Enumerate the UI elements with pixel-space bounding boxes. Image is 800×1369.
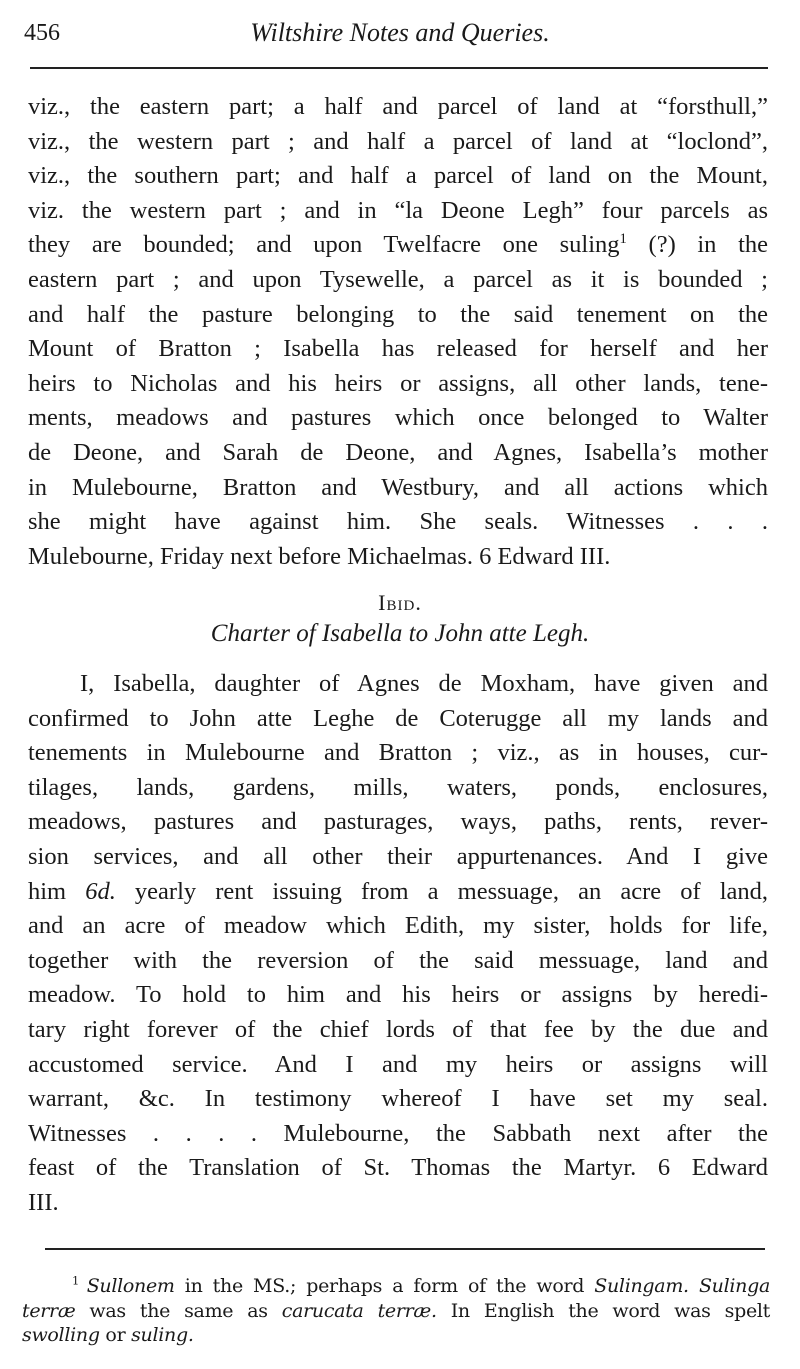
text-line (28, 1082, 768, 1117)
text-segment: and half the pasture belonging to the said tenement on the (28, 300, 768, 328)
footnote-marker: 1 (72, 1273, 87, 1288)
text-line (28, 1151, 768, 1186)
text-line (28, 471, 768, 506)
text-segment: de Deone, and Sarah de Deone, and Agnes, Isabella’s mother (28, 438, 768, 466)
text-segment: yearly rent issuing from a messuage, an acre of land, (115, 877, 768, 905)
paragraph-continued (28, 90, 768, 574)
text-line (28, 805, 768, 840)
text-line (22, 1274, 770, 1299)
header-rule (30, 67, 768, 69)
running-title: Wiltshire Notes and Queries. (250, 18, 550, 47)
text-segment: heirs to Nicholas and his heirs or assigns, all other lands, tene- (28, 369, 768, 397)
text-segment: tilages, lands, gardens, mills, waters, ponds, enclosures, (28, 773, 768, 801)
text-line (28, 298, 768, 333)
text-line (28, 771, 768, 806)
text-line (28, 332, 768, 367)
footnote (22, 1274, 770, 1348)
text-line (28, 401, 768, 436)
text-line (28, 1013, 768, 1048)
text-segment: meadow. To hold to him and his heirs or assigns by heredi- (28, 981, 768, 1009)
text-line (28, 702, 768, 737)
text-line (28, 540, 768, 575)
text-line (28, 125, 768, 160)
text-segment: terræ (22, 1299, 76, 1322)
text-line (28, 667, 768, 702)
text-segment: viz., the western part ; and half a parcel of land at “loclond”, (28, 127, 768, 155)
text-segment: suling. (131, 1324, 194, 1346)
text-segment: carucata terræ. (281, 1299, 437, 1322)
text-segment: was the same as (75, 1299, 282, 1322)
text-line (28, 505, 768, 540)
text-segment: they are bounded; and upon Twelfacre one suling (28, 231, 620, 259)
text-segment: (?) in the (626, 231, 768, 259)
text-segment: III. (28, 1188, 59, 1216)
text-segment: viz., the southern part; and half a parcel of land on the Mount, (28, 162, 768, 190)
text-segment: and an acre of meadow which Edith, my sister, holds for life, (28, 912, 768, 940)
text-segment (689, 1275, 699, 1297)
text-line (28, 263, 768, 298)
text-line (22, 1323, 770, 1348)
text-segment: accustomed service. And I and my heirs or assigns will (28, 1050, 768, 1078)
page-number: 456 (24, 20, 60, 46)
text-segment: tenements in Mulebourne and Bratton ; viz., as in houses, cur- (28, 739, 768, 767)
text-line (28, 194, 768, 229)
text-line (28, 875, 768, 910)
text-segment: together with the reversion of the said messuage, land and (28, 946, 768, 974)
text-segment: In English the word was spelt (436, 1299, 770, 1322)
text-segment: viz. the western part ; and in “la Deone Legh” four parcels as (28, 196, 768, 224)
text-segment: she might have against him. She seals. Witnesses . . . (28, 508, 768, 536)
text-segment: meadows, pastures and pasturages, ways, paths, rents, rever- (28, 808, 768, 836)
text-segment: viz., the eastern part; a half and parcel of land at “forsthull,” (28, 93, 768, 120)
text-segment: tary right forever of the chief lords of that fee by the due and (28, 1015, 768, 1043)
text-segment: Mulebourne, Friday next before Michaelmas. 6 Edward III. (28, 542, 611, 570)
text-segment: I, Isabella, daughter of Agnes de Moxham, have given and (80, 670, 768, 697)
text-segment: eastern part ; and upon Tysewelle, a parcel as it is bounded ; (28, 265, 768, 293)
text-segment: swolling (22, 1324, 100, 1346)
section-heading: Ibid. (378, 590, 422, 615)
text-line (28, 978, 768, 1013)
text-segment: Witnesses . . . . Mulebourne, the Sabbath next after the (28, 1119, 768, 1147)
text-line (28, 1186, 768, 1221)
text-segment: 6d. (85, 877, 116, 905)
text-line (28, 90, 768, 125)
footnote-marker: 1 (619, 231, 627, 248)
text-segment: him (28, 877, 86, 905)
text-segment: in Mulebourne, Bratton and Westbury, and all actions which (28, 473, 768, 501)
text-line (28, 436, 768, 471)
footnote-rule (45, 1248, 765, 1250)
text-segment: Sulinga (698, 1275, 770, 1297)
text-segment: warrant, &c. In testimony whereof I have set my seal. (28, 1085, 768, 1113)
text-segment: or (99, 1324, 132, 1346)
text-line (28, 1117, 768, 1152)
text-line (28, 367, 768, 402)
text-line (28, 840, 768, 875)
text-line (28, 1048, 768, 1083)
section-subtitle: Charter of Isabella to John atte Legh. (210, 620, 590, 647)
text-segment: Sulingam. (594, 1275, 689, 1297)
text-segment: Sullonem (86, 1275, 175, 1297)
charter-paragraph (28, 667, 768, 1221)
text-line (28, 909, 768, 944)
text-line (28, 159, 768, 194)
text-segment: ments, meadows and pastures which once belonged to Walter (28, 404, 768, 432)
text-line (28, 944, 768, 979)
text-line (28, 228, 768, 263)
text-segment: feast of the Translation of St. Thomas the Martyr. 6 Edward (28, 1154, 768, 1182)
text-segment: in the MS.; perhaps a form of the word (174, 1275, 595, 1297)
text-segment: confirmed to John atte Leghe de Coterugge all my lands and (28, 704, 768, 732)
text-line (28, 736, 768, 771)
text-segment: Mount of Bratton ; Isabella has released for herself and her (28, 335, 768, 363)
text-line (22, 1299, 770, 1324)
text-segment: sion services, and all other their appurtenances. And I give (28, 842, 768, 870)
